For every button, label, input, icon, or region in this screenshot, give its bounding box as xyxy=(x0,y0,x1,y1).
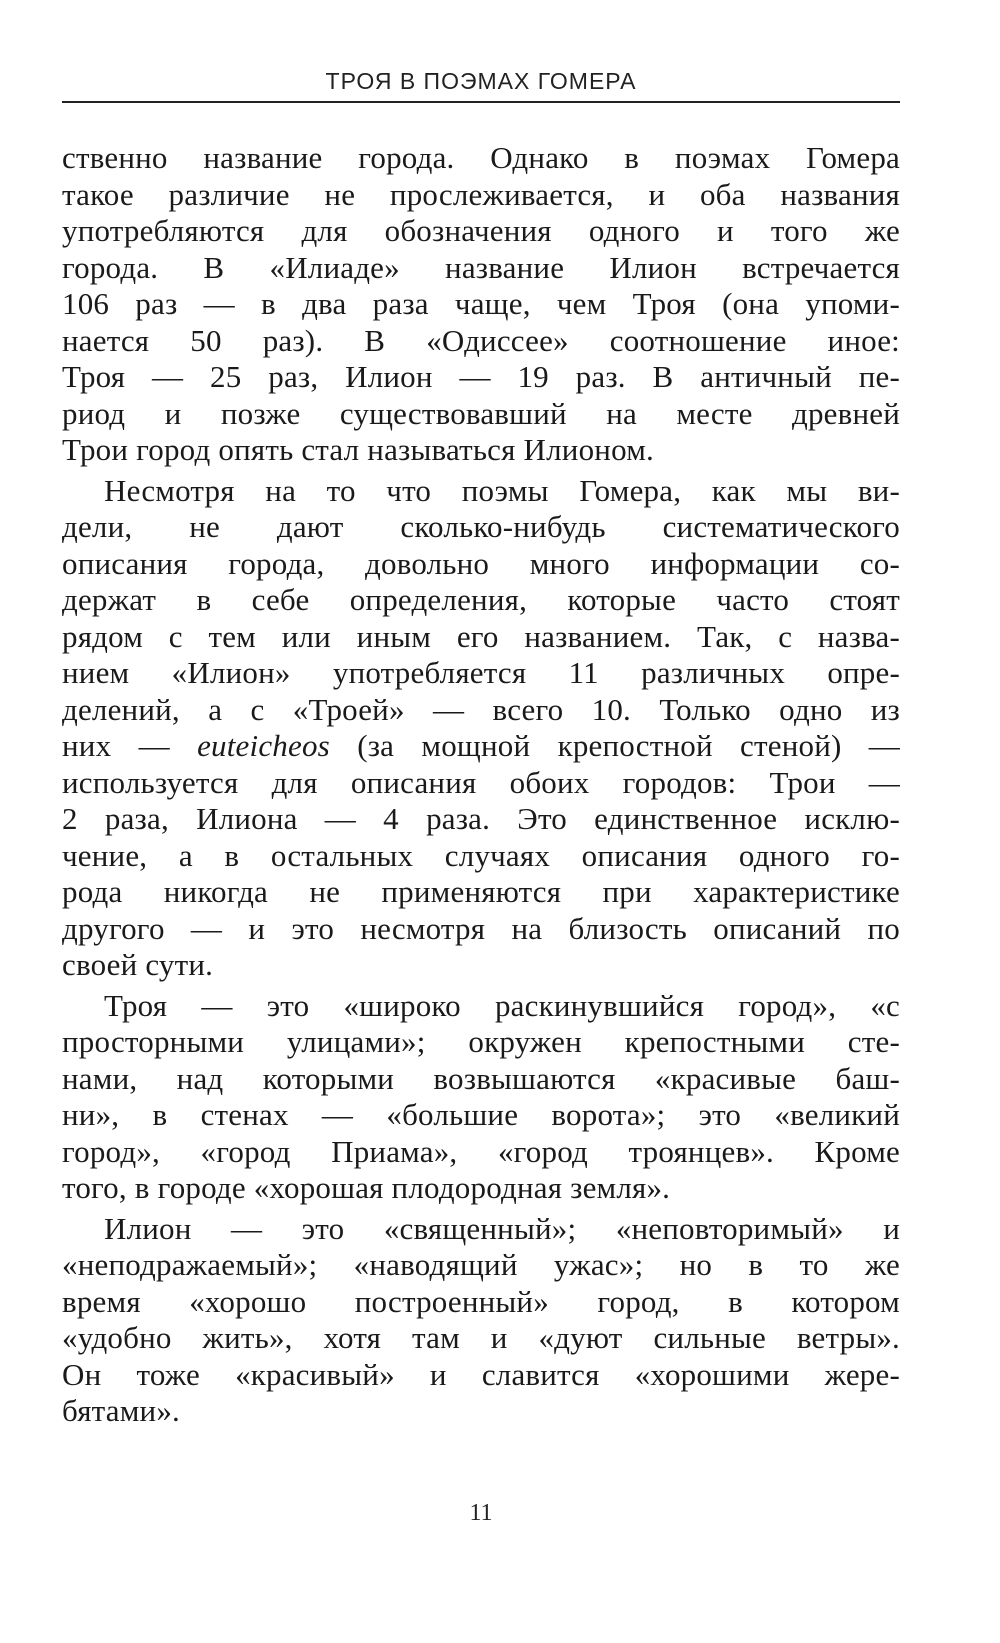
text-line: держат в себе определения, которые часто стоят xyxy=(62,582,900,617)
text-line: «неподражаемый»; «наводящий ужас»; но в то же xyxy=(62,1247,900,1282)
text-line: «удобно жить», хотя там и «дуют сильные ветры». xyxy=(62,1320,900,1355)
paragraph-2 xyxy=(62,473,900,984)
text-line: Трои город опять стал называться Илионом. xyxy=(62,432,654,467)
text-line: другого — и это несмотря на близость описаний по xyxy=(62,910,900,946)
text-line: 2 раза, Илиона — 4 раза. Это единственное исклю- xyxy=(62,801,900,836)
text-line: нами, над которыми возвышаются «красивые баш- xyxy=(62,1060,900,1096)
text-segment: них — xyxy=(62,728,198,763)
paragraph-1 xyxy=(62,140,900,469)
text-line: риод и позже существовавший на месте древней xyxy=(62,395,900,431)
text-line-with-italic xyxy=(62,728,900,765)
text-line: нием «Илион» употребляется 11 различных опре- xyxy=(62,655,900,690)
text-line: Троя — это «широко раскинувшийся город», «с xyxy=(104,987,900,1023)
paragraph-4 xyxy=(62,1211,900,1430)
header-rule xyxy=(62,101,900,103)
text-line: своей сути. xyxy=(62,947,214,982)
text-line: рода никогда не применяются при характеристике xyxy=(62,874,900,909)
text-line: ни», в стенах — «большие ворота»; это «великий xyxy=(62,1097,900,1132)
text-line: дели, не дают сколько-нибудь систематического xyxy=(62,509,900,544)
page-number: 11 xyxy=(469,1500,493,1526)
text-line: города. В «Илиаде» название Илион встречается xyxy=(62,249,900,285)
text-line: бятами». xyxy=(62,1393,181,1428)
text-segment: (за мощной крепостной стеной) — xyxy=(329,728,900,763)
text-line: нается 50 раз). В «Одиссее» соотношение иное: xyxy=(62,322,900,358)
text-line: просторными улицами»; окружен крепостными сте- xyxy=(62,1024,900,1059)
text-line: употребляются для обозначения одного и того же xyxy=(62,213,900,248)
text-line: Троя — 25 раз, Илион — 19 раз. В античный пе- xyxy=(62,359,900,394)
italic-term: euteicheos xyxy=(197,728,330,763)
text-line: используется для описания обоих городов: Трои — xyxy=(62,764,900,800)
running-head: ТРОЯ В ПОЭМАХ ГОМЕРА xyxy=(325,68,637,94)
text-line: Несмотря на то что поэмы Гомера, как мы ви- xyxy=(104,472,900,508)
text-line: делений, а с «Троей» — всего 10. Только одно из xyxy=(62,691,900,727)
body-text xyxy=(62,140,900,1430)
text-line: город», «город Приама», «город троянцев». Кроме xyxy=(62,1133,900,1169)
text-line: такое различие не прослеживается, и оба названия xyxy=(62,176,900,212)
text-line: время «хорошо построенный» город, в котором xyxy=(62,1283,900,1319)
text-line: Он тоже «красивый» и славится «хорошими жере- xyxy=(62,1356,900,1392)
text-line: рядом с тем или иным его названием. Так, с назва- xyxy=(62,618,900,654)
text-line: того, в городе «хорошая плодородная земля». xyxy=(62,1170,671,1205)
text-line: описания города, довольно много информации со- xyxy=(62,545,900,581)
text-line: 106 раз — в два раза чаще, чем Троя (она упоми- xyxy=(62,286,900,321)
text-line: Илион — это «священный»; «неповторимый» и xyxy=(104,1210,900,1246)
text-line: ственно название города. Однако в поэмах Гомера xyxy=(62,140,900,175)
text-line: чение, а в остальных случаях описания одного го- xyxy=(62,837,900,873)
paragraph-3 xyxy=(62,988,900,1207)
